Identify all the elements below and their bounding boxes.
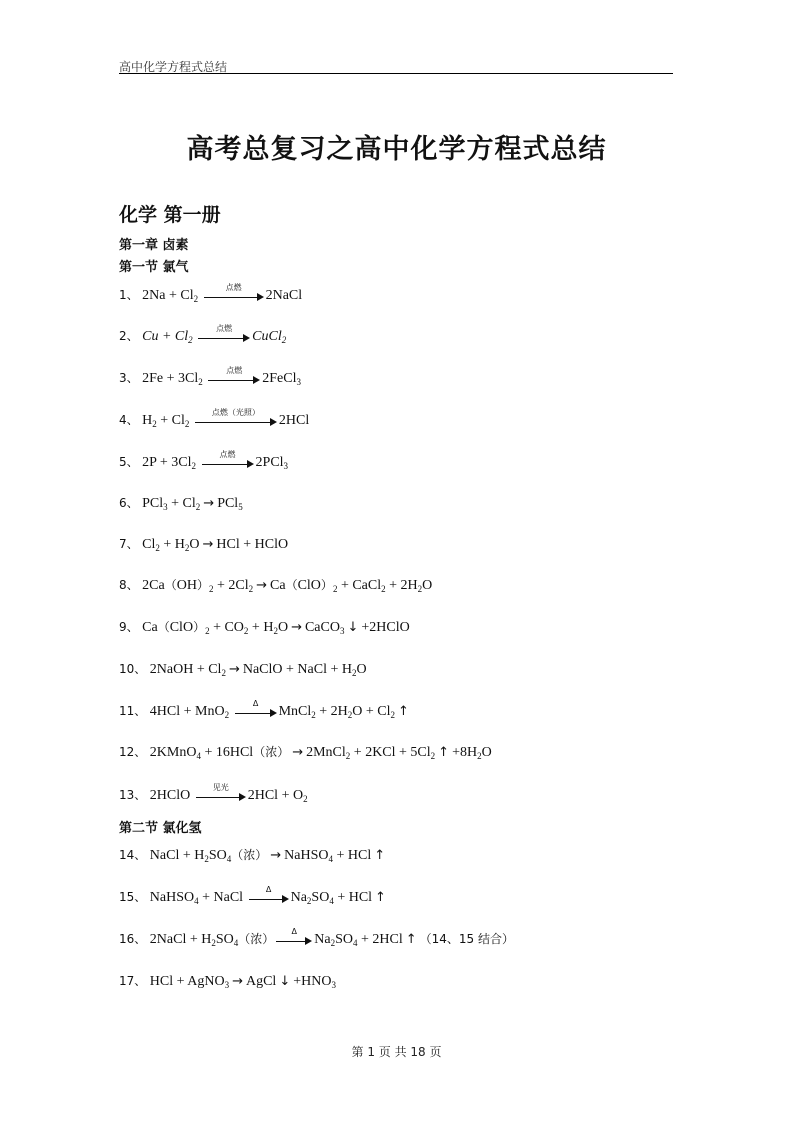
page-footer: 第 1 页 共 18 页: [351, 1045, 442, 1059]
equation-10: 10、 2NaOH + $Cl_2$ → NaClO + NaCl + $H_2O$: [119, 662, 367, 678]
section-heading-chlorine: 第一节 氯气: [119, 260, 189, 275]
equation-number: 1、: [119, 288, 139, 302]
equation-14: 14、 NaCl + $H_2SO_4$（浓） → NaHSO$_4$ + HCl ↑: [119, 848, 386, 864]
reaction-condition: 见光: [212, 782, 229, 792]
reaction-arrow: [196, 782, 246, 806]
equation-number: 2、: [119, 329, 139, 343]
equation-number: 13、: [119, 788, 147, 802]
equation-number: 5、: [119, 455, 139, 469]
reaction-condition: Δ: [265, 884, 272, 894]
equation-12: 12、 2KMnO$_4$ + 16HCl（浓） → 2MnCl$_2$ + $2KCl + 5Cl_2$ ↑ $+8H_2O$: [119, 745, 492, 761]
reaction-arrow: [202, 449, 254, 473]
reaction-condition: 点燃: [225, 282, 242, 292]
reaction-condition: 点燃: [226, 365, 243, 375]
equation-number: 16、: [119, 932, 147, 946]
equation-7: 7、 $Cl_2 + H_2O$ → HCl + HClO: [119, 537, 289, 553]
reaction-arrow: [195, 407, 277, 431]
header-rule: [119, 73, 673, 74]
equation-11: 11、 4HCl + MnO$_2$ Δ MnCl$_2$ + $2H_2O + Cl_2$ ↑: [119, 698, 409, 720]
equation-13: 13、 2HClO 见光 $2HCl + O_2$: [119, 782, 308, 804]
equation-1: 1、 $2Na + Cl_2$ 点燃 2NaCl: [119, 282, 303, 304]
equation-17: 17、 HCl + AgNO$_3$ → AgCl ↓ $+HNO_3$: [119, 974, 336, 990]
reaction-condition: 点燃（光照）: [211, 407, 260, 417]
section-heading-hydrogen-chloride: 第二节 氯化氢: [119, 821, 202, 836]
reaction-condition: 点燃: [219, 449, 236, 459]
reaction-condition: Δ: [291, 926, 297, 936]
equation-number: 10、: [119, 662, 147, 676]
reaction-arrow: [249, 884, 289, 908]
equation-number: 6、: [119, 496, 139, 510]
equation-2: 2、 $Cu + Cl_2$ 点燃 CuCl$_2$: [119, 323, 287, 345]
equation-15: 15、 NaHSO$_4$ + NaCl Δ $Na_2SO_4$ + HCl ↑: [119, 884, 386, 906]
running-header: 高中化学方程式总结: [119, 60, 228, 74]
equation-number: 11、: [119, 704, 147, 718]
equation-16: 16、 2NaCl + $H_2SO_4$（浓） Δ $Na_2SO_4 + 2HCl$ ↑ （14、15 结合）: [119, 926, 514, 948]
reaction-condition: 点燃: [216, 323, 233, 333]
reaction-arrow: [198, 323, 250, 347]
equation-number: 8、: [119, 578, 139, 592]
equation-5: 5、 $2P + 3Cl_2$ 点燃 2PCl$_3$: [119, 449, 289, 471]
reaction-arrow: [235, 698, 277, 722]
equation-number: 7、: [119, 537, 139, 551]
reaction-condition: Δ: [252, 698, 259, 708]
equation-number: 12、: [119, 745, 147, 759]
equation-3: 3、 $2Fe + 3Cl_2$ 点燃 2FeCl$_3$: [119, 365, 301, 387]
page-title: 高考总复习之高中化学方程式总结: [186, 134, 607, 165]
equation-note: （14、15 结合）: [419, 932, 514, 946]
equation-number: 17、: [119, 974, 147, 988]
equation-number: 14、: [119, 848, 147, 862]
reaction-arrow: [208, 365, 260, 389]
equation-4: 4、 $H_2 + Cl_2$ 点燃（光照） 2HCl: [119, 407, 310, 429]
book-heading: 化学 第一册: [119, 204, 221, 226]
equation-number: 3、: [119, 371, 139, 385]
equation-number: 15、: [119, 890, 147, 904]
equation-number: 9、: [119, 620, 139, 634]
reaction-arrow: [276, 926, 312, 950]
equation-8: 8、 $2Ca(OH)_2 + 2Cl_2 \to Ca(ClO)_2$ + CaCl$_2$ + $2H_2O$: [119, 578, 433, 594]
equation-6: 6、 $PCl_3 + Cl_2 \to PCl_5$: [119, 496, 243, 512]
equation-9: 9、 $Ca(ClO)_2 + CO_2 + H_2O$ → CaCO$_3$ ↓ +2HClO: [119, 620, 410, 636]
reaction-arrow: [204, 282, 264, 306]
chapter-heading: 第一章 卤素: [119, 238, 189, 253]
equation-number: 4、: [119, 413, 139, 427]
